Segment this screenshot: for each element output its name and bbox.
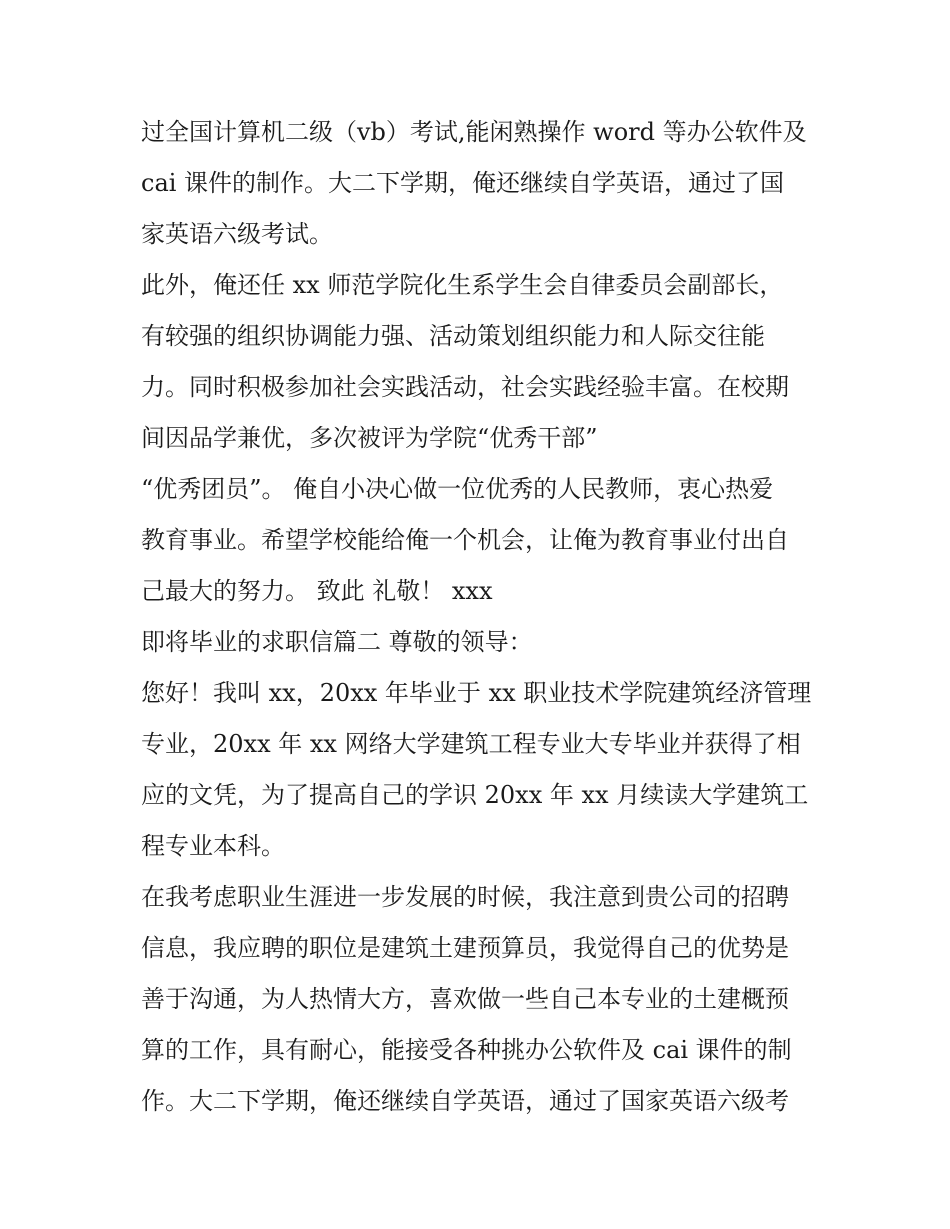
text-line: 有较强的组织协调能力强、活动策划组织能力和人际交往能	[141, 322, 765, 350]
section-heading-line: 即将毕业的求职信篇二 尊敬的领导：	[141, 628, 533, 656]
text-line: 在我考虑职业生涯进一步发展的时候，我注意到贵公司的招聘	[141, 883, 789, 911]
text-line: 教育事业。希望学校能给俺一个机会，让俺为教育事业付出自	[141, 526, 789, 554]
text-line: cai 课件的制作。大二下学期，俺还继续自学英语，通过了国	[141, 169, 785, 197]
text-line: 此外，俺还任 xx 师范学院化生系学生会自律委员会副部长，	[141, 271, 784, 299]
text-line: 您好！我叫 xx，20xx 年毕业于 xx 职业技术学院建筑经济管理	[141, 679, 812, 707]
text-line: 力。同时积极参加社会实践活动，社会实践经验丰富。在校期	[141, 373, 789, 401]
text-line: 信息，我应聘的职位是建筑土建预算员，我觉得自己的优势是	[141, 934, 789, 962]
text-line: 过全国计算机二级（vb）考试,能闲熟操作 word 等办公软件及	[141, 118, 807, 146]
text-line: 间因品学兼优，多次被评为学院“优秀干部”	[141, 424, 598, 452]
text-line: 专业，20xx 年 xx 网络大学建筑工程专业大专毕业并获得了相	[141, 730, 801, 758]
text-line: 善于沟通，为人热情大方，喜欢做一些自己本专业的土建概预	[141, 985, 789, 1013]
text-line: 己最大的努力。 致此 礼敬！ xxx	[141, 577, 493, 605]
text-line: 程专业本科。	[141, 832, 285, 860]
text-line: 应的文凭，为了提高自己的学识 20xx 年 xx 月续读大学建筑工	[141, 781, 809, 809]
text-line: 算的工作，具有耐心，能接受各种挑办公软件及 cai 课件的制	[141, 1036, 792, 1064]
document-body	[141, 107, 831, 1127]
text-line: “优秀团员”。 俺自小决心做一位优秀的人民教师，衷心热爱	[141, 475, 774, 503]
text-line: 作。大二下学期，俺还继续自学英语，通过了国家英语六级考	[141, 1087, 789, 1115]
text-line: 家英语六级考试。	[141, 220, 333, 248]
